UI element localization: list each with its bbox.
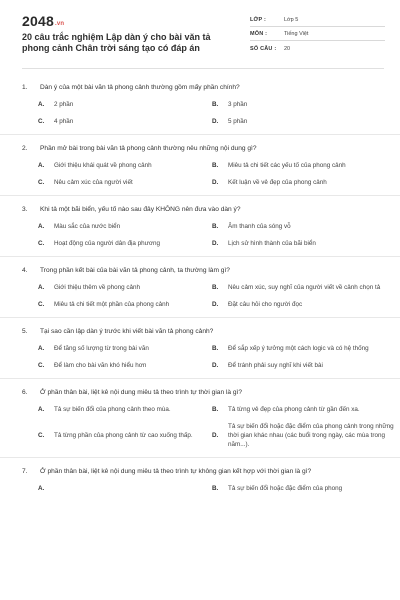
option-text: Giới thiệu khái quát về phong cảnh [54, 162, 152, 169]
option-letter: C. [38, 301, 45, 308]
meta-label: SỐ CÂU : [250, 45, 277, 52]
answer-option[interactable] [38, 161, 212, 170]
option-text: Hoạt động của người dân địa phương [54, 240, 160, 247]
option-text: Nêu cảm xúc, suy nghĩ của người viết về cảnh chọn tả [228, 284, 381, 291]
question-item [0, 135, 400, 196]
option-text: Tả sự biến đổi của phong cảnh theo mùa. [54, 406, 171, 413]
question-text [22, 318, 384, 336]
page-title: 20 câu trắc nghiệm Lập dàn ý cho bài văn tả phong cảnh Chân trời sáng tạo có đáp án [22, 32, 211, 53]
option-letter: A. [38, 345, 45, 352]
worksheet-header [0, 0, 400, 64]
answer-option[interactable] [212, 222, 400, 231]
meta-value: 20 [284, 45, 291, 52]
option-letter: B. [212, 162, 219, 169]
answer-option[interactable] [212, 361, 400, 370]
answer-options [22, 476, 384, 501]
option-letter: B. [212, 284, 219, 291]
option-text: Lịch sử hình thành của bãi biển [228, 240, 316, 247]
answer-option[interactable] [38, 484, 212, 493]
option-letter: B. [212, 406, 219, 413]
answer-option[interactable] [212, 300, 400, 309]
option-text: Miêu tả chi tiết một phần của phong cảnh [54, 301, 170, 308]
question-text [22, 257, 384, 275]
option-text: Để tăng số lượng từ trong bài văn [54, 345, 149, 352]
option-letter: C. [38, 362, 45, 369]
option-letter: B. [212, 345, 219, 352]
answer-options [22, 92, 384, 134]
answer-option[interactable] [38, 422, 212, 449]
question-number: 2. [22, 145, 28, 152]
answer-option[interactable] [38, 405, 212, 414]
option-letter: A. [38, 485, 45, 492]
option-text: Tả từng vẻ đẹp của phong cảnh từ gần đến xa. [228, 406, 360, 413]
question-number: 6. [22, 389, 28, 396]
meta-row-subject [250, 28, 385, 41]
question-number: 5. [22, 328, 28, 335]
answer-option[interactable] [212, 161, 400, 170]
question-item [0, 196, 400, 257]
option-text: Tả sự biến đổi hoặc đặc điểm của phong [228, 485, 343, 492]
option-letter: C. [38, 240, 45, 247]
option-text: Màu sắc của nước biển [54, 223, 121, 230]
option-text: Tả sự biến đổi hoặc đặc điểm của phong cảnh trong những thời gian khác nhau (các buổi trong ngày, các mùa trong năm...). [228, 423, 394, 448]
answer-option[interactable] [38, 300, 212, 309]
option-text: Nêu cảm xúc của người viết [54, 179, 133, 186]
meta-value: Lớp 5 [284, 17, 299, 23]
question-item [0, 379, 400, 458]
question-number: 4. [22, 267, 28, 274]
option-text: Giới thiệu thêm về phong cảnh [54, 284, 141, 291]
answer-option[interactable] [212, 283, 400, 292]
option-letter: C. [38, 118, 45, 125]
option-text: Để làm cho bài văn khó hiểu hơn [54, 362, 147, 369]
answer-options [22, 336, 384, 378]
question-prompt: Tại sao cần lập dàn ý trước khi viết bài văn tả phong cảnh? [40, 328, 214, 335]
header-divider [22, 68, 384, 69]
question-number: 1. [22, 84, 28, 91]
question-text [22, 74, 384, 92]
option-letter: D. [212, 301, 219, 308]
option-letter: B. [212, 101, 219, 108]
question-number: 3. [22, 206, 28, 213]
question-text [22, 379, 384, 397]
option-letter: A. [38, 406, 45, 413]
option-letter: D. [212, 432, 219, 439]
option-letter: B. [212, 485, 219, 492]
answer-option[interactable] [212, 239, 400, 248]
answer-option[interactable] [212, 405, 400, 414]
question-prompt: Ở phần thân bài, liệt kê nội dung miêu tả theo trình tự không gian kết hợp với thời gian là gì? [40, 468, 312, 475]
answer-option[interactable] [212, 117, 400, 126]
option-letter: A. [38, 101, 45, 108]
question-prompt: Trong phần kết bài của bài văn tả phong cảnh, ta thường làm gì? [40, 267, 230, 274]
option-text: Tả từng phần của phong cảnh từ cao xuống thấp. [54, 432, 193, 439]
answer-option[interactable] [212, 344, 400, 353]
answer-option[interactable] [212, 422, 400, 449]
answer-option[interactable] [38, 117, 212, 126]
meta-row-grade [250, 14, 385, 27]
question-prompt: Phần mở bài trong bài văn tả phong cảnh thường nêu những nội dung gì? [40, 145, 257, 152]
answer-options [22, 214, 384, 256]
option-letter: C. [38, 432, 45, 439]
answer-option[interactable] [38, 344, 212, 353]
option-letter: B. [212, 223, 219, 230]
meta-row-count [250, 42, 385, 55]
option-letter: D. [212, 118, 219, 125]
site-logo[interactable] [22, 13, 64, 29]
option-text: 2 phần [54, 101, 74, 108]
logo-tld: .vn [54, 21, 65, 27]
answer-option[interactable] [38, 283, 212, 292]
logo-text: 2048 [22, 13, 54, 29]
question-text [22, 196, 384, 214]
answer-option[interactable] [38, 239, 212, 248]
option-text: Đặt câu hỏi cho người đọc [228, 301, 303, 308]
option-letter: A. [38, 162, 45, 169]
question-text [22, 135, 384, 153]
option-letter: D. [212, 362, 219, 369]
question-item [0, 458, 400, 501]
question-list [0, 74, 400, 501]
question-item [0, 74, 400, 135]
answer-option[interactable] [38, 222, 212, 231]
meta-label: MÔN : [250, 31, 268, 37]
option-letter: A. [38, 284, 45, 291]
option-text: Âm thanh của sóng vỗ [228, 223, 291, 230]
option-text: Để tránh phải suy nghĩ khi viết bài [228, 362, 323, 369]
question-prompt: Khi tả một bãi biển, yếu tố nào sau đây KHÔNG nên đưa vào dàn ý? [40, 206, 241, 213]
answer-option[interactable] [38, 361, 212, 370]
question-prompt: Dàn ý của một bài văn tả phong cảnh thường gồm mấy phần chính? [40, 84, 240, 91]
meta-label: LỚP : [250, 17, 266, 23]
option-text: 5 phần [228, 118, 248, 125]
question-item [0, 257, 400, 318]
option-letter: C. [38, 179, 45, 186]
option-text: Miêu tả chi tiết các yếu tố của phong cảnh [228, 162, 346, 169]
option-text: Để sắp xếp ý tưởng một cách logic và có hệ thống [228, 345, 369, 352]
meta-value: Tiếng Việt [284, 31, 309, 37]
option-text: Kết luận về vẻ đẹp của phong cảnh [228, 179, 327, 186]
option-text: 4 phần [54, 118, 74, 125]
answer-options [22, 397, 394, 457]
answer-option[interactable] [212, 484, 400, 493]
question-number: 7. [22, 468, 28, 475]
answer-option[interactable] [212, 178, 400, 187]
question-prompt: Ở phần thân bài, liệt kê nội dung miêu tả theo trình tự thời gian là gì? [40, 389, 243, 396]
answer-option[interactable] [38, 178, 212, 187]
answer-option[interactable] [212, 100, 400, 109]
question-item [0, 318, 400, 379]
option-letter: D. [212, 240, 219, 247]
option-text: 3 phần [228, 101, 248, 108]
option-letter: A. [38, 223, 45, 230]
answer-options [22, 153, 384, 195]
option-letter: D. [212, 179, 219, 186]
question-text [22, 458, 384, 476]
answer-option[interactable] [38, 100, 212, 109]
answer-options [22, 275, 384, 317]
